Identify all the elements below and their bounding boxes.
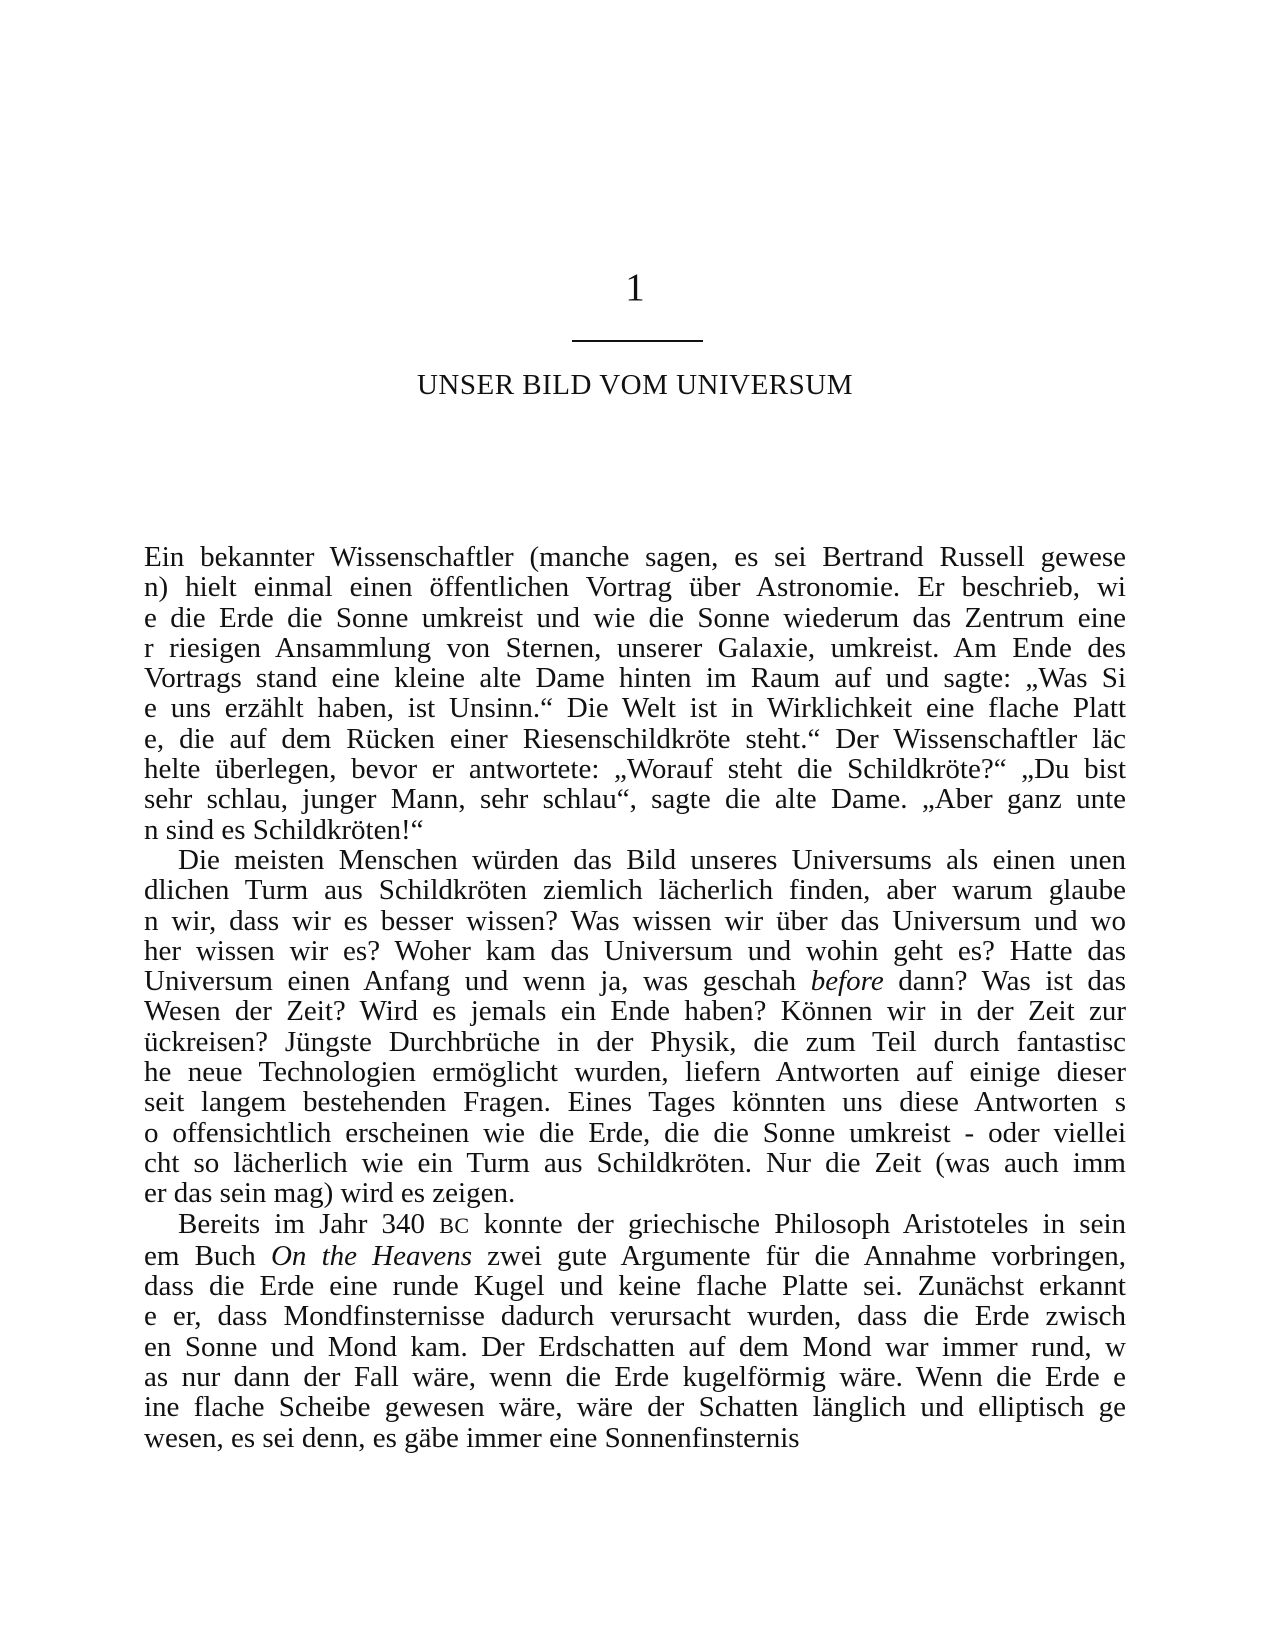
paragraph [144,845,1126,1209]
text-line: he neue Technologien ermöglicht wurden, liefern Antworten auf einige dieser [144,1056,1126,1089]
text-segment-normal: Universum einen Anfang und wenn ja, was geschah [144,965,811,998]
text-line: e er, dass Mondfinsternisse dadurch verursacht wurden, dass die Erde zwisch [144,1300,1126,1333]
text-line: seit langem bestehenden Fragen. Eines Tages könnten uns diese Antworten s [144,1086,1126,1119]
text-line: en Sonne und Mond kam. Der Erdschatten auf dem Mond war immer rund, w [144,1330,1126,1363]
text-line: dlichen Turm aus Schildkröten ziemlich lächerlich finden, aber warum glaube [144,874,1126,907]
text-line: helte überlegen, bevor er antwortete: „Worauf steht die Schildkröte?“ „Du bist [144,753,1126,786]
text-line: r riesigen Ansammlung von Sternen, unserer Galaxie, umkreist. Am Ende des [144,631,1126,664]
text-line: n sind es Schildkröten!“ [144,813,424,846]
text-line: Wesen der Zeit? Wird es jemals ein Ende haben? Können wir in der Zeit zur [144,995,1126,1028]
text-line: Die meisten Menschen würden das Bild unseres Universums als einen unen [178,843,1126,876]
chapter-number: 1 [625,266,645,309]
text-line: Vortrags stand eine kleine alte Dame hinten im Raum auf und sagte: „Was Si [144,662,1126,695]
chapter-title: UNSER BILD VOM UNIVERSUM [416,369,854,401]
text-segment-normal: konnte der griechische Philosoph Aristoteles in sein [469,1207,1126,1240]
text-segment-normal: dann? Was ist das [883,965,1127,998]
text-line: e die Erde die Sonne umkreist und wie die Sonne wiederum das Zentrum eine [144,601,1126,634]
chapter-divider-rule [572,340,703,342]
text-line: cht so lächerlich wie ein Turm aus Schildkröten. Nur die Zeit (was auch imm [144,1146,1126,1179]
text-line: er das sein mag) wird es zeigen. [144,1177,516,1210]
text-segment-italic: before [810,965,884,998]
text-segment-normal: zwei gute Argumente für die Annahme vorbringen, [472,1239,1126,1272]
text-line: o offensichtlich erscheinen wie die Erde, die die Sonne umkreist - oder viellei [144,1116,1126,1149]
text-segment-normal: Bereits im Jahr 340 [178,1207,440,1240]
body-text [144,542,1126,1453]
text-line: sehr schlau, junger Mann, sehr schlau“, sagte die alte Dame. „Aber ganz unte [144,783,1126,816]
text-line: her wissen wir es? Woher kam das Universum und wohin geht es? Hatte das [144,934,1126,967]
text-line [144,1241,1126,1271]
text-line: e, die auf dem Rücken einer Riesenschildkröte steht.“ Der Wissenschaftler läc [144,722,1126,755]
text-line: Ein bekannter Wissenschaftler (manche sagen, es sei Bertrand Russell gewese [144,541,1126,573]
text-line: n) hielt einmal einen öffentlichen Vortrag über Astronomie. Er beschrieb, wi [144,571,1126,604]
text-segment-normal: em Buch [144,1239,271,1272]
text-segment-italic: On the Heavens [270,1239,472,1272]
text-line: as nur dann der Fall wäre, wenn die Erde kugelförmig wäre. Wenn die Erde e [144,1361,1126,1394]
text-line: ückreisen? Jüngste Durchbrüche in der Physik, die zum Teil durch fantastisc [144,1025,1126,1058]
text-line: ine flache Scheibe gewesen wäre, wäre der Schatten länglich und elliptisch ge [144,1391,1126,1424]
text-line: e uns erzählt haben, ist Unsinn.“ Die Welt ist in Wirklichkeit eine flache Platt [144,692,1126,725]
text-line [144,1209,1126,1241]
text-line: wesen, es sei denn, es gäbe immer eine Sonnenfinsternis [144,1421,800,1454]
paragraph [144,542,1126,845]
text-segment-smallcaps: BC [439,1212,470,1238]
text-line [144,966,1126,996]
text-line: dass die Erde eine runde Kugel und keine flache Platte sei. Zunächst erkannt [144,1270,1126,1303]
paragraph [144,1209,1126,1453]
text-line: n wir, dass wir es besser wissen? Was wissen wir über das Universum und wo [144,904,1126,937]
